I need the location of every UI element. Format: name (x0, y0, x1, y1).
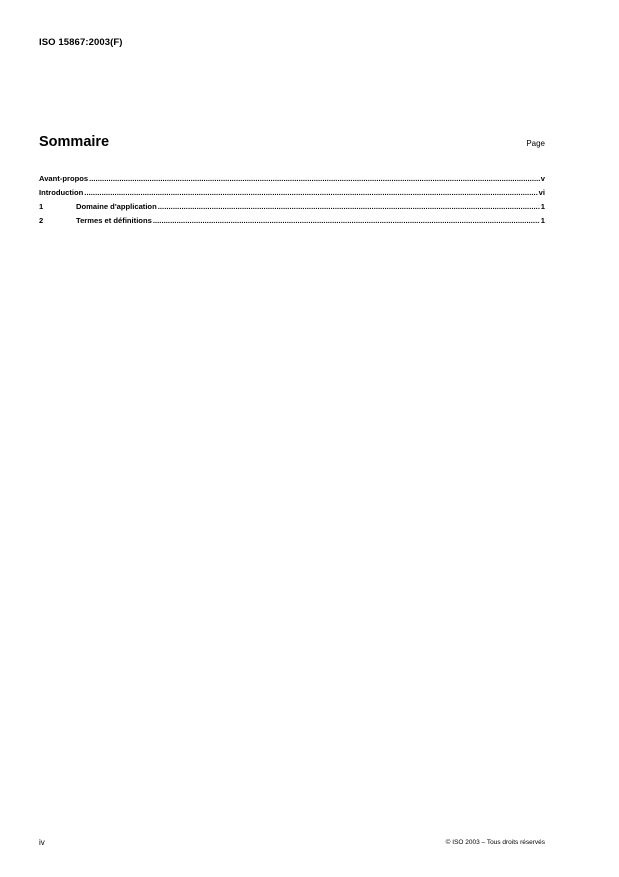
toc-entry-label: Termes et définitions (76, 216, 152, 225)
toc-title: Sommaire (39, 134, 110, 150)
toc-dot-leader (89, 174, 540, 183)
toc-entry-label: Introduction (39, 188, 84, 197)
toc-dot-leader (84, 188, 537, 197)
toc-page-column-label: Page (526, 139, 545, 148)
toc-dot-leader (158, 202, 540, 211)
toc-dot-leader (153, 216, 540, 225)
footer-copyright: © ISO 2003 – Tous droits réservés (445, 839, 545, 846)
toc-entry-domaine[interactable] (39, 202, 545, 216)
toc-entry-page: v (540, 174, 545, 183)
toc-entry-page: 1 (540, 216, 545, 225)
toc-entry-label: Domaine d'application (76, 202, 157, 211)
toc-entry-page: vi (538, 188, 545, 197)
toc-entry-introduction[interactable] (39, 188, 545, 202)
toc-entry-number: 2 (39, 216, 44, 225)
toc-entry-number: 1 (39, 202, 44, 211)
toc-entry-termes[interactable] (39, 216, 545, 230)
toc-entry-label: Avant-propos (39, 174, 89, 183)
toc-entry-page: 1 (540, 202, 545, 211)
table-of-contents (39, 174, 545, 230)
toc-entry-avant-propos[interactable] (39, 174, 545, 188)
footer-page-number: iv (39, 838, 45, 847)
document-code: ISO 15867:2003(F) (39, 37, 123, 48)
